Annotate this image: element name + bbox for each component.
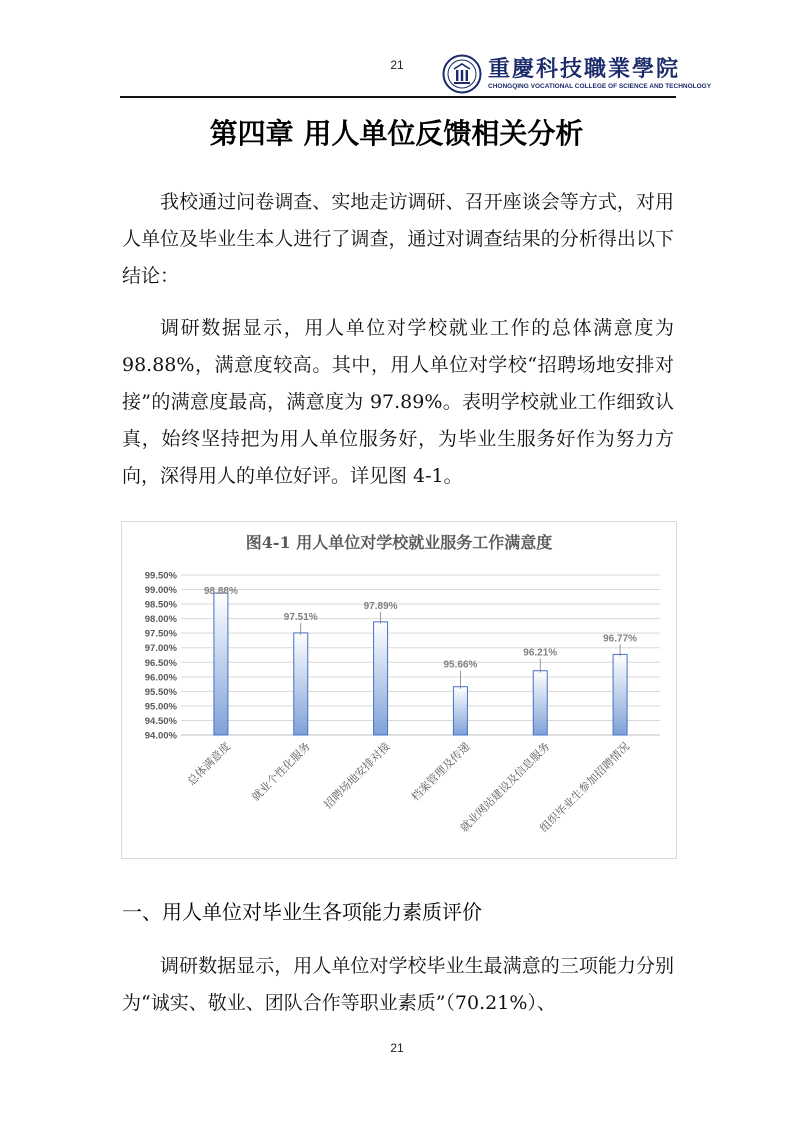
chart-title: 图4-1 用人单位对学校就业服务工作满意度 xyxy=(245,533,553,552)
paragraph-ability-evaluation: 调研数据显示，用人单位对学校毕业生最满意的三项能力分别为“诚实、敬业、团队合作等职业素质”（70.21%）、 xyxy=(122,955,674,1014)
y-tick-label: 94.50% xyxy=(144,715,177,727)
y-tick-label: 96.00% xyxy=(144,672,177,684)
school-name-english: CHONGQING VOCATIONAL COLLEGE OF SCIENCE AND TECHNOLOGY xyxy=(488,83,712,90)
data-label: 97.89% xyxy=(363,600,398,612)
chart-frame xyxy=(121,521,677,859)
bar xyxy=(294,633,308,735)
school-name: 重慶科技職業學院 xyxy=(488,56,681,82)
satisfaction-bar-chart xyxy=(122,522,676,858)
y-tick-label: 99.00% xyxy=(144,585,177,597)
paragraph-survey-results: 调研数据显示，用人单位对学校就业工作的总体满意度为 98.88%，满意度较高。其中，用人单位对学校“招聘场地安排对接”的满意度最高，满意度为 97.89%。表明学校就业工作细致认真，始终坚持把为用人单位服务好，为毕业生服务好作为努力方向，深得用人的单位好评。详见图 4-1。 xyxy=(122,317,674,487)
section-heading: 一、用人单位对毕业生各项能力素质评价 xyxy=(122,900,482,924)
bar xyxy=(453,687,467,735)
y-tick-label: 97.00% xyxy=(144,643,177,655)
x-category-label: 组织毕业生参加招聘情况 xyxy=(537,739,633,835)
x-category-label: 档案管理及传递 xyxy=(408,739,473,804)
chart-bars xyxy=(204,586,637,735)
bar xyxy=(613,654,627,735)
y-tick-label: 95.50% xyxy=(144,686,177,698)
y-tick-label: 95.00% xyxy=(144,701,177,713)
y-tick-label: 99.50% xyxy=(144,570,177,582)
header-rule xyxy=(120,96,676,98)
x-category-label: 就业网站建设及信息服务 xyxy=(457,739,553,835)
data-label: 96.77% xyxy=(603,633,638,645)
header-page-number: 21 xyxy=(390,58,404,72)
bar xyxy=(533,671,547,735)
chapter-title: 第四章 用人单位反馈相关分析 xyxy=(209,117,584,150)
chart-y-axis xyxy=(145,571,178,742)
data-label: 96.21% xyxy=(523,647,558,659)
x-category-label: 总体满意度 xyxy=(184,739,234,789)
paragraph-survey-methods: 我校通过问卷调查、实地走访调研、召开座谈会等方式，对用人单位及毕业生本人进行了调查，通过对调查结果的分析得出以下结论： xyxy=(122,191,674,287)
y-tick-label: 98.50% xyxy=(144,599,177,611)
chart-gridlines xyxy=(181,575,660,735)
x-category-label: 就业个性化服务 xyxy=(249,739,313,804)
bar xyxy=(374,622,388,735)
data-label: 95.66% xyxy=(443,659,478,671)
y-tick-label: 97.50% xyxy=(144,628,177,640)
y-tick-label: 98.00% xyxy=(144,614,177,626)
chart-x-axis xyxy=(184,739,632,834)
data-label: 98.88% xyxy=(203,586,238,598)
footer-page-number: 21 xyxy=(390,1041,404,1055)
y-tick-label: 96.50% xyxy=(144,657,177,669)
bar xyxy=(214,593,228,735)
data-label: 97.51% xyxy=(283,611,318,623)
college-seal-icon xyxy=(442,54,482,94)
x-category-label: 招聘场地安排对接 xyxy=(321,739,393,812)
y-tick-label: 94.00% xyxy=(144,730,177,742)
